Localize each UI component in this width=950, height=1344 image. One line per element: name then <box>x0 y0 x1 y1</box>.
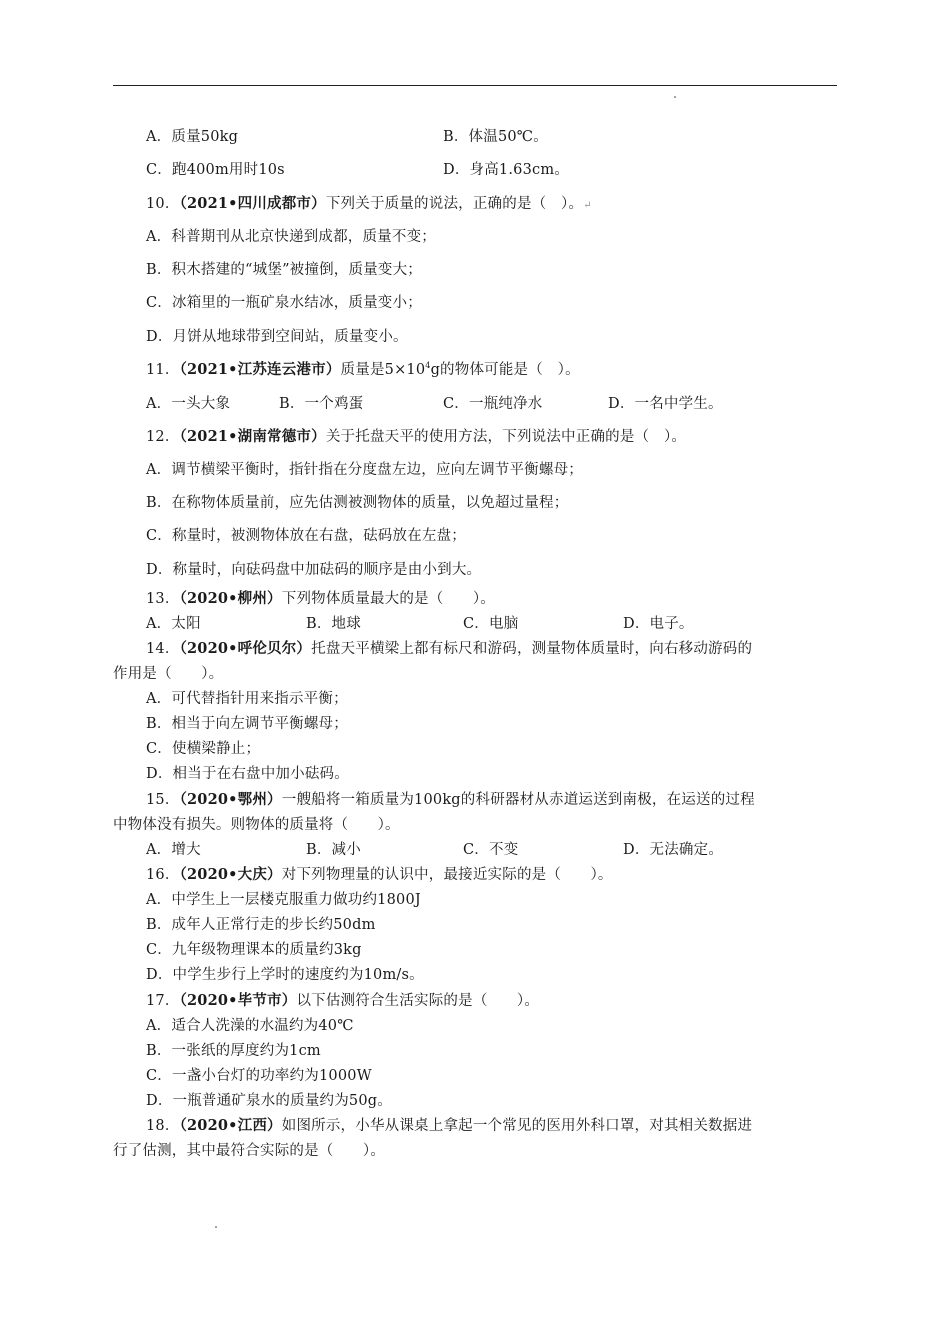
q9-options-row2 <box>146 160 846 180</box>
q18-text-1: 如图所示，小华从课桌上拿起一个常见的医用外科口罩，对其相关数据进 <box>281 1118 753 1134</box>
q16-stem <box>146 865 613 885</box>
q11-option-c: C．一瓶纯净水 <box>443 396 543 412</box>
q12-option-c: C．称量时，被测物体放在右盘，砝码放在左盘； <box>146 528 466 544</box>
q17-stem <box>146 991 539 1011</box>
q18-stem-line1 <box>146 1116 752 1136</box>
q18-number: 18． <box>146 1118 180 1134</box>
q17-option-c: C．一盏小台灯的功率约为1000W <box>146 1068 372 1084</box>
q9-option-b: B．体温50℃。 <box>443 129 548 145</box>
q10-number: 10． <box>146 196 180 212</box>
q17-option-b: B．一张纸的厚度约为1cm <box>146 1043 321 1059</box>
q13-option-d: D．电子。 <box>623 616 694 632</box>
footer-mark: ˚ <box>214 1226 218 1235</box>
q10-option-d: D．月饼从地球带到空间站，质量变小。 <box>146 329 408 345</box>
q13-stem <box>146 589 495 609</box>
q10-text: 下列关于质量的说法，正确的是（ ）。 <box>325 196 584 212</box>
q16-text: 对下列物理量的认识中，最接近实际的是（ ）。 <box>281 867 613 883</box>
q15-option-d: D．无法确定。 <box>623 842 724 858</box>
q11-text-b: g的物体可能是（ ）。 <box>430 362 580 378</box>
q11-option-d: D．一名中学生。 <box>608 396 723 412</box>
q14-stem-line2: 作用是（ ）。 <box>113 666 224 682</box>
q15-text-1: 一艘船将一箱质量为100kg的科研器材从赤道运送到南极，在运送的过程 <box>281 792 755 808</box>
q16-number: 16． <box>146 867 180 883</box>
header-rule <box>113 85 837 86</box>
q10-option-a: A．科普期刊从北京快递到成都，质量不变； <box>146 229 436 245</box>
q11-option-a: A．一头大象 <box>146 396 231 412</box>
q9-option-c: C．跑400m用时10s <box>146 162 285 178</box>
q13-number: 13． <box>146 591 180 607</box>
q13-option-b: B．地球 <box>306 616 361 632</box>
q15-stem-line1 <box>146 790 755 810</box>
q11-exponent: 4 <box>425 361 431 371</box>
q15-source: （2020•鄂州） <box>179 791 282 808</box>
q11-option-b: B．一个鸡蛋 <box>279 396 364 412</box>
q14-text-1: 托盘天平横梁上都有标尺和游码，测量物体质量时，向右移动游码的 <box>311 641 753 657</box>
q12-option-b: B．在称物体质量前，应先估测被测物体的质量，以免超过量程； <box>146 495 569 511</box>
q13-option-c: C．电脑 <box>463 616 519 632</box>
q12-option-a: A．调节横梁平衡时，指针指在分度盘左边，应向左调节平衡螺母； <box>146 462 583 478</box>
q12-number: 12． <box>146 429 180 445</box>
q15-option-c: C．不变 <box>463 842 519 858</box>
q10-source: （2021•四川成都市） <box>179 195 326 212</box>
q17-option-a: A．适合人洗澡的水温约为40℃ <box>146 1018 354 1034</box>
q12-stem <box>146 427 686 447</box>
header-mark: ˚ <box>673 96 677 105</box>
q13-option-a: A．太阳 <box>146 616 201 632</box>
q10-option-c: C．冰箱里的一瓶矿泉水结冰，质量变小； <box>146 295 422 311</box>
q13-source: （2020•柳州） <box>179 590 282 607</box>
q16-option-c: C．九年级物理课本的质量约3kg <box>146 942 362 958</box>
q11-source: （2021•江苏连云港市） <box>179 361 341 378</box>
q12-option-d: D．称量时，向砝码盘中加砝码的顺序是由小到大。 <box>146 562 482 578</box>
q17-option-d: D．一瓶普通矿泉水的质量约为50g。 <box>146 1093 392 1109</box>
q11-options <box>146 394 846 414</box>
q14-option-d: D．相当于在右盘中加小砝码。 <box>146 766 349 782</box>
q15-option-b: B．减小 <box>306 842 361 858</box>
q17-text: 以下估测符合生活实际的是（ ）。 <box>296 993 540 1009</box>
q16-option-b: B．成年人正常行走的步长约50dm <box>146 917 376 933</box>
q12-source: （2021•湖南常德市） <box>179 428 326 445</box>
q17-source: （2020•毕节市） <box>179 992 297 1009</box>
q14-option-c: C．使横梁静止； <box>146 741 261 757</box>
q9-options-row1 <box>146 127 846 147</box>
q15-stem-line2: 中物体没有损失。则物体的质量将（ ）。 <box>113 817 400 833</box>
q14-number: 14． <box>146 641 180 657</box>
q15-number: 15． <box>146 792 180 808</box>
q10-stem <box>146 194 592 216</box>
q15-options <box>146 840 846 860</box>
q16-source: （2020•大庆） <box>179 866 282 883</box>
q16-option-d: D．中学生步行上学时的速度约为10m/s。 <box>146 967 424 983</box>
para-mark: ↵ <box>583 200 592 211</box>
q9-option-a: A．质量50kg <box>146 129 239 145</box>
q14-stem-line1 <box>146 639 752 659</box>
q14-source: （2020•呼伦贝尔） <box>179 640 312 657</box>
q13-options <box>146 614 846 634</box>
q11-number: 11． <box>146 362 180 378</box>
q13-text: 下列物体质量最大的是（ ）。 <box>281 591 495 607</box>
q18-stem-line2: 行了估测，其中最符合实际的是（ ）。 <box>113 1143 386 1159</box>
q9-option-d: D．身高1.63cm。 <box>443 162 569 178</box>
q11-stem <box>146 360 580 380</box>
q15-option-a: A．增大 <box>146 842 201 858</box>
q14-option-a: A．可代替指针用来指示平衡； <box>146 691 348 707</box>
q18-source: （2020•江西） <box>179 1117 282 1134</box>
q11-text-a: 质量是5×10 <box>340 362 426 378</box>
q12-text: 关于托盘天平的使用方法，下列说法中正确的是（ ）。 <box>325 429 687 445</box>
q14-option-b: B．相当于向左调节平衡螺母； <box>146 716 348 732</box>
q17-number: 17． <box>146 993 180 1009</box>
q16-option-a: A．中学生上一层楼克服重力做功约1800J <box>146 892 421 908</box>
q10-option-b: B．积木搭建的“城堡”被撞倒，质量变大； <box>146 262 422 278</box>
